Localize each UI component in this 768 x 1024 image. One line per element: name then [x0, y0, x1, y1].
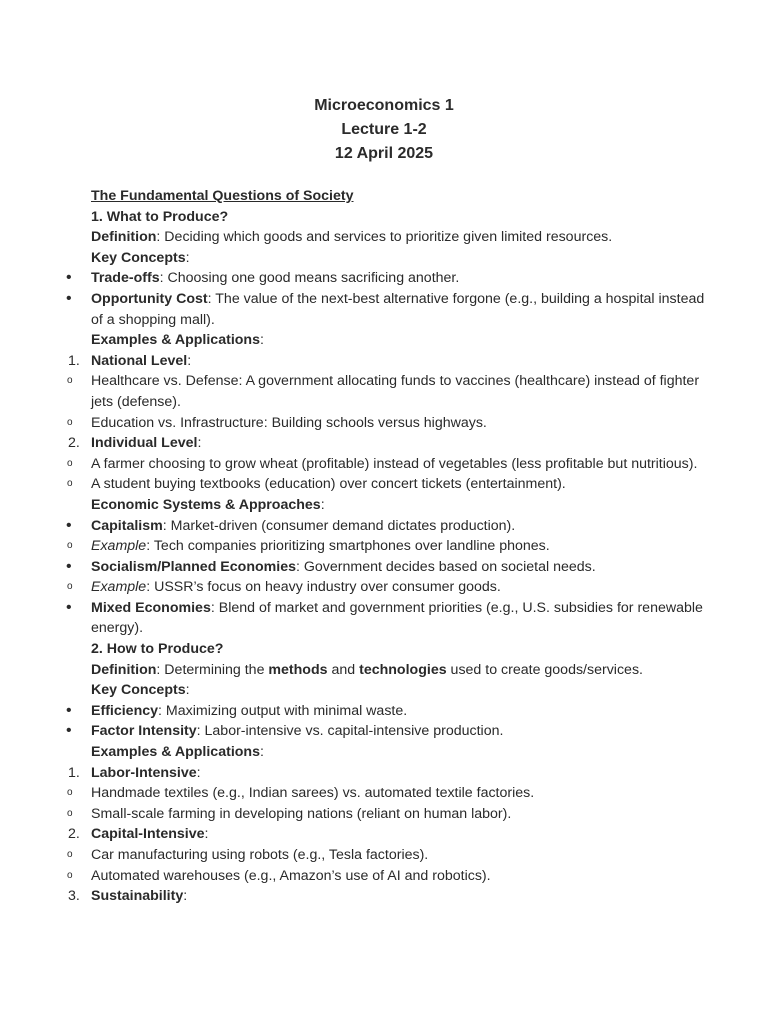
examples-label: Examples & Applications	[91, 744, 260, 761]
section-heading-line	[0, 186, 768, 207]
sub-list-item	[0, 804, 768, 825]
item-label: Individual Level	[91, 435, 198, 452]
number-marker: 1.	[68, 764, 80, 781]
colon: :	[185, 682, 190, 699]
circle-marker: o	[67, 787, 73, 799]
sub-list-item	[0, 845, 768, 866]
systems-label: Economic Systems & Approaches	[91, 496, 321, 513]
q1-heading: 1. What to Produce?	[91, 208, 229, 225]
term-text: : Choosing one good means sacrificing another.	[159, 270, 460, 287]
key-concepts-label: Key Concepts	[91, 682, 186, 699]
q1-heading-line	[0, 207, 768, 228]
bullet-marker: •	[66, 269, 72, 287]
numbered-item	[0, 824, 768, 845]
numbered-item	[0, 763, 768, 784]
numbered-item	[0, 351, 768, 372]
item-label: Capital-Intensive	[91, 826, 205, 843]
sub-item-text: : USSR’s focus on heavy industry over consumer goods.	[146, 579, 501, 596]
example-word: Example	[91, 579, 147, 596]
bullet-marker: •	[66, 701, 72, 719]
sub-list-item	[0, 413, 768, 434]
definition-label: Definition	[91, 661, 157, 678]
list-item	[0, 557, 768, 578]
bullet-marker: •	[66, 516, 72, 534]
sub-item-text: A farmer choosing to grow wheat (profitable) instead of vegetables (less profitable but nutritious).	[91, 455, 698, 472]
sub-item-text: Car manufacturing using robots (e.g., Tesla factories).	[91, 847, 429, 863]
definition-text: : Determining the	[156, 661, 269, 678]
definition-label: Definition	[91, 229, 157, 246]
definition-text: : Deciding which goods and services to prioritize given limited resources.	[156, 229, 613, 246]
term-text: : Market-driven (consumer demand dictates production).	[162, 517, 516, 534]
definition-text: used to create goods/services.	[446, 661, 643, 678]
list-item	[0, 268, 768, 289]
lecture-date: 12 April 2025	[334, 145, 434, 162]
q2-key-concepts-label-line	[0, 680, 768, 701]
term-text: : Labor-intensive vs. capital-intensive production.	[196, 723, 504, 740]
sub-list-item	[0, 783, 768, 804]
term: Capitalism	[91, 517, 163, 534]
circle-marker: o	[67, 540, 73, 552]
example-word: Example	[91, 538, 147, 555]
circle-marker: o	[67, 416, 73, 428]
sub-item-text: Healthcare vs. Defense: A government allocating funds to vaccines (healthcare) instead of fighter jets (defense).	[91, 373, 700, 410]
term: Factor Intensity	[91, 723, 197, 740]
definition-emphasis: methods	[268, 661, 328, 678]
item-label: Sustainability	[91, 888, 184, 905]
q1-definition	[0, 227, 768, 248]
term: Mixed Economies	[91, 599, 211, 616]
key-concepts-label: Key Concepts	[91, 249, 186, 266]
sub-list-item	[0, 454, 768, 475]
definition-emphasis: technologies	[359, 661, 447, 678]
circle-marker: o	[67, 581, 73, 593]
sub-item-text: : Tech companies prioritizing smartphones over landline phones.	[146, 538, 550, 555]
colon: :	[320, 496, 325, 513]
colon: :	[196, 764, 201, 781]
bullet-marker: •	[66, 289, 72, 307]
course-title: Microeconomics 1	[314, 97, 454, 114]
circle-marker: o	[67, 478, 73, 490]
colon: :	[183, 888, 188, 905]
sub-item-text: Small-scale farming in developing nations (reliant on human labor).	[91, 805, 512, 822]
numbered-item	[0, 433, 768, 454]
q1-key-concepts-label-line	[0, 248, 768, 269]
numbered-item	[0, 886, 768, 907]
examples-label: Examples & Applications	[91, 332, 260, 349]
colon: :	[259, 332, 264, 349]
q2-heading-line	[0, 639, 768, 660]
section-heading: The Fundamental Questions of Society	[91, 188, 354, 204]
sub-list-item	[0, 577, 768, 598]
number-marker: 2.	[68, 826, 80, 843]
number-marker: 1.	[68, 352, 80, 369]
number-marker: 2.	[68, 435, 80, 452]
list-item	[0, 701, 768, 722]
sub-item-text: Automated warehouses (e.g., Amazon’s use of AI and robotics).	[91, 867, 491, 884]
colon: :	[204, 826, 209, 843]
systems-label-line	[0, 495, 768, 516]
term-text: : The value of the next-best alternative forgone (e.g., building a hospital instead of a shopping mall).	[91, 290, 705, 328]
bullet-marker: •	[66, 557, 72, 575]
colon: :	[259, 744, 264, 761]
sub-item-text: A student buying textbooks (education) over concert tickets (entertainment).	[91, 476, 566, 493]
bullet-marker: •	[66, 722, 72, 740]
list-item	[0, 721, 768, 742]
sub-list-item	[0, 866, 768, 887]
sub-list-item	[0, 371, 768, 412]
term: Trade-offs	[91, 270, 160, 287]
document-body	[0, 186, 768, 907]
colon: :	[187, 352, 192, 369]
circle-marker: o	[67, 869, 73, 881]
circle-marker: o	[67, 375, 73, 387]
document-title-block	[0, 94, 768, 166]
q2-definition	[0, 660, 768, 681]
sub-item-text: Education vs. Infrastructure: Building schools versus highways.	[91, 414, 487, 431]
colon: :	[197, 435, 202, 452]
colon: :	[185, 249, 190, 266]
q2-heading: 2. How to Produce?	[91, 641, 224, 658]
list-item	[0, 289, 768, 330]
definition-text: and	[327, 661, 360, 678]
term-text: : Blend of market and government priorities (e.g., U.S. subsidies for renewable energy).	[91, 599, 703, 637]
term-text: : Maximizing output with minimal waste.	[158, 702, 408, 719]
item-label: Labor-Intensive	[91, 764, 197, 781]
q2-examples-label-line	[0, 742, 768, 763]
sub-item-text: Handmade textiles (e.g., Indian sarees) vs. automated textile factories.	[91, 785, 535, 802]
sub-list-item	[0, 474, 768, 495]
term: Opportunity Cost	[91, 290, 208, 307]
list-item	[0, 516, 768, 537]
term: Socialism/Planned Economies	[91, 558, 296, 575]
sub-list-item	[0, 536, 768, 557]
item-label: National Level	[91, 352, 188, 369]
list-item	[0, 598, 768, 639]
term: Efficiency	[91, 702, 159, 719]
circle-marker: o	[67, 457, 73, 469]
number-marker: 3.	[68, 888, 80, 905]
circle-marker: o	[67, 807, 73, 819]
term-text: : Government decides based on societal needs.	[296, 558, 596, 575]
bullet-marker: •	[66, 598, 72, 616]
q1-examples-label-line	[0, 330, 768, 351]
circle-marker: o	[67, 849, 73, 860]
lecture-number: Lecture 1-2	[341, 121, 427, 138]
